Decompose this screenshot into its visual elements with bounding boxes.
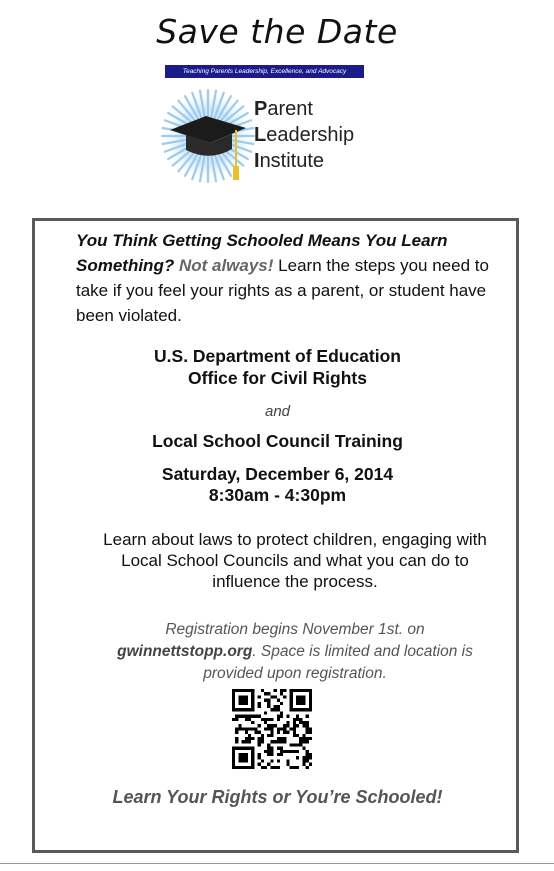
page-divider <box>0 863 554 864</box>
training-name: Local School Council Training <box>152 431 403 451</box>
registration-info: Registration begins November 1st. on gwinnettstopp.org. Space is limited and location is provided upon registration. <box>117 621 473 682</box>
parent-leadership-institute-logo <box>160 88 370 188</box>
organization-name: U.S. Department of Education Office for Civil Rights <box>154 346 401 388</box>
intro-paragraph <box>76 228 496 328</box>
event-time: 8:30am - 4:30pm <box>208 485 347 505</box>
event-datetime <box>40 464 515 506</box>
qr-code-icon[interactable] <box>232 689 312 769</box>
event-description: Learn about laws to protect children, engaging with Local School Councils and what you can do to influence the process. <box>103 530 487 591</box>
intro-body: Learn the steps you need to take if you feel your rights as a parent, or student have been violated. <box>76 256 489 325</box>
graduation-cap-icon <box>160 88 260 188</box>
closing-slogan: Learn Your Rights or You’re Schooled! <box>112 787 443 807</box>
registration-link[interactable]: gwinnettstopp.org <box>117 643 253 660</box>
event-date: Saturday, December 6, 2014 <box>161 464 394 484</box>
intro-emphasis: Not always! <box>178 256 274 275</box>
tagline-banner: Teaching Parents Leadership, Excellence, and Advocacy <box>165 65 364 78</box>
intro-lead: You Think Getting Schooled Means You Learn Something? <box>76 231 448 275</box>
page-title: Save the Date <box>156 12 398 51</box>
logo-wordmark: Parent Leadership Institute <box>254 98 355 172</box>
connector-text: and <box>264 403 291 420</box>
